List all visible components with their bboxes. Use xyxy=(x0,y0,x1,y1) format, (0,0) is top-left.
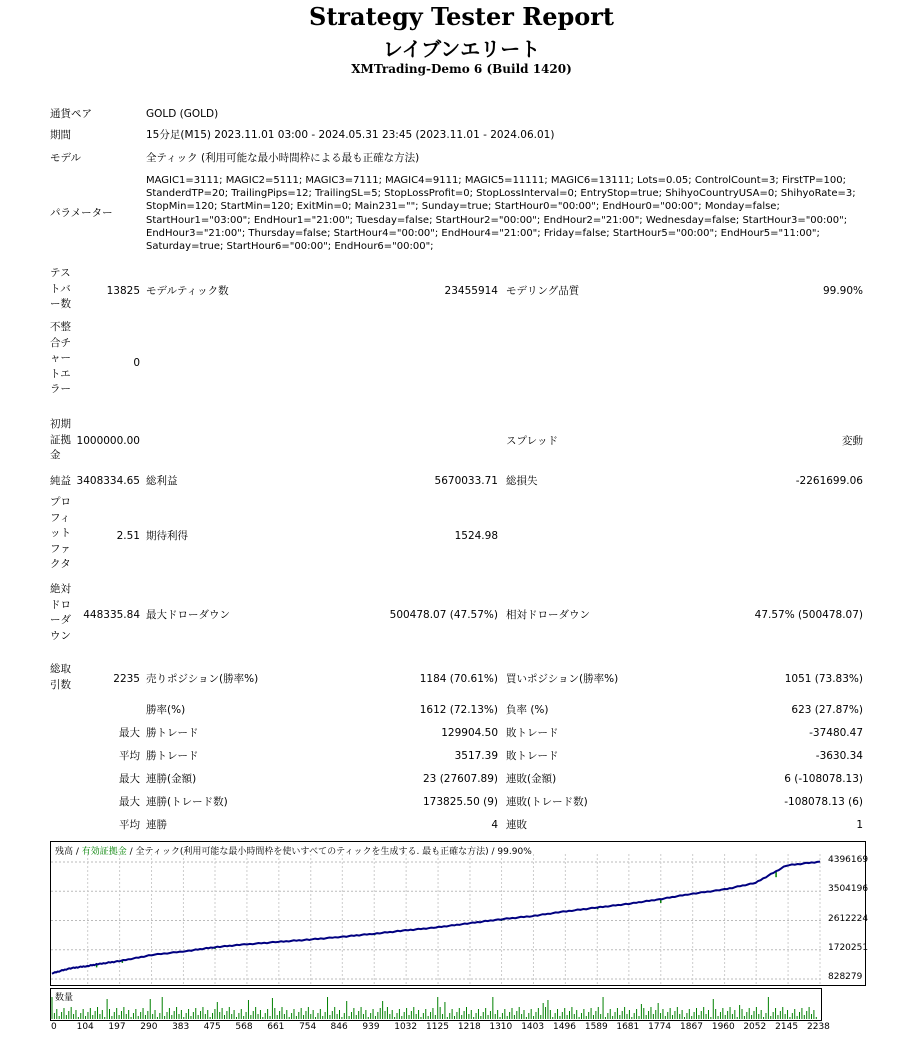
cons-wins-cnt-value: 173825.50 (9) xyxy=(423,796,498,808)
x-tick-label: 383 xyxy=(172,1022,190,1032)
loss-pct-value: 623 (27.87%) xyxy=(791,704,863,716)
long-value: 1051 (73.83%) xyxy=(784,673,863,685)
largest-loss-label: 敗トレード xyxy=(506,727,559,739)
x-tick-label: 1589 xyxy=(584,1022,608,1032)
x-tick-label: 1496 xyxy=(553,1022,576,1032)
x-tick-label: 846 xyxy=(330,1022,348,1032)
x-tick-label: 1774 xyxy=(648,1022,672,1032)
volume-label: 数量 xyxy=(55,993,74,1003)
x-tick-label: 1218 xyxy=(457,1022,481,1032)
symbol-value: GOLD (GOLD) xyxy=(146,108,219,120)
x-tick-label: 104 xyxy=(76,1022,94,1032)
y-tick-label: 4396169 xyxy=(828,855,869,865)
max-dd-label: 最大ドローダウン xyxy=(146,609,230,621)
loss-pct-label: 負率 (%) xyxy=(506,704,549,716)
x-tick-label: 568 xyxy=(235,1022,253,1032)
model-label: モデル xyxy=(50,152,81,164)
x-tick-label: 1032 xyxy=(394,1022,418,1032)
max-prefix-1: 最大 xyxy=(119,727,140,739)
x-tick-label: 1867 xyxy=(680,1022,703,1032)
net-label: 純益 xyxy=(50,475,71,487)
trades-label: 総取引数 xyxy=(50,663,71,691)
abs-dd-value: 448335.84 xyxy=(83,609,140,621)
x-tick-label: 2145 xyxy=(775,1022,799,1032)
pf-value: 2.51 xyxy=(116,530,140,542)
avg-win-value: 3517.39 xyxy=(454,750,498,762)
avg-cons-win-value: 4 xyxy=(491,819,498,831)
y-tick-label: 3504196 xyxy=(828,884,869,895)
cons-loss-cnt-value: -108078.13 (6) xyxy=(784,796,863,808)
x-tick-label: 939 xyxy=(362,1022,380,1032)
params-label: パラメーター xyxy=(50,207,113,219)
rel-dd-value: 47.57% (500478.07) xyxy=(754,609,863,621)
spread-label: スプレッド xyxy=(506,435,558,447)
gross-profit-value: 5670033.71 xyxy=(434,475,498,487)
largest-win-label: 勝トレード xyxy=(146,727,199,739)
gross-loss-label: 総損失 xyxy=(506,475,538,487)
avg-cons-loss-value: 1 xyxy=(856,819,863,831)
x-tick-label: 475 xyxy=(203,1022,221,1032)
cons-wins-amt-value: 23 (27607.89) xyxy=(423,773,498,785)
gross-profit-label: 総利益 xyxy=(146,475,178,487)
x-tick-label: 1681 xyxy=(616,1022,640,1032)
max-prefix-2: 最大 xyxy=(119,773,140,785)
server-name: XMTrading-Demo 6 (Build 1420) xyxy=(351,62,572,76)
legend-rest: / 全ティック(利用可能な最小時間枠を使いすべてのティックを生成する. 最も正確な方法) / 99.90% xyxy=(126,847,532,857)
expected-label: 期待利得 xyxy=(146,530,188,542)
mismatch-label: 不整合チャートエラー xyxy=(50,321,71,395)
period-label: 期間 xyxy=(50,129,71,141)
cons-loss-amt-value: 6 (-108078.13) xyxy=(784,773,863,785)
bars-value: 13825 xyxy=(106,285,140,297)
cons-wins-cnt-label: 連勝(トレード数) xyxy=(146,796,228,808)
long-label: 買いポジション(勝率%) xyxy=(506,673,619,685)
pf-label: プロフィットファクタ xyxy=(50,496,71,570)
x-tick-label: 1403 xyxy=(521,1022,545,1032)
y-tick-label: 1720251 xyxy=(828,942,869,953)
cons-loss-amt-label: 連敗(金額) xyxy=(506,773,557,785)
symbol-label: 通貨ペア xyxy=(50,108,92,120)
volume-chart xyxy=(50,988,822,1021)
x-tick-label: 0 xyxy=(51,1022,57,1032)
max-dd-value: 500478.07 (47.57%) xyxy=(389,609,498,621)
trades-value: 2235 xyxy=(113,673,140,685)
short-value: 1184 (70.61%) xyxy=(419,673,498,685)
largest-win-value: 129904.50 xyxy=(441,727,498,739)
x-tick-label: 2238 xyxy=(807,1022,830,1032)
x-tick-label: 197 xyxy=(108,1022,126,1032)
short-label: 売りポジション(勝率%) xyxy=(146,673,259,685)
gross-loss-value: -2261699.06 xyxy=(795,475,863,487)
deposit-label: 初期証拠金 xyxy=(50,418,71,461)
balance-line xyxy=(52,862,820,974)
quality-value: 99.90% xyxy=(822,285,863,297)
legend-separator: / xyxy=(73,847,82,857)
spread-value: 変動 xyxy=(842,435,863,447)
report-title: Strategy Tester Report xyxy=(308,2,615,31)
x-tick-label: 2052 xyxy=(743,1022,767,1032)
mismatch-value: 0 xyxy=(133,357,140,369)
avg-loss-value: -3630.34 xyxy=(815,750,863,762)
avg-prefix-2: 平均 xyxy=(119,819,140,831)
avg-cons-win-label: 連勝 xyxy=(146,819,167,831)
legend-equity: 有効証拠金 xyxy=(81,847,127,857)
legend-balance: 残高 xyxy=(55,847,74,857)
largest-loss-value: -37480.47 xyxy=(809,727,863,739)
bars-label: テストバー数 xyxy=(50,267,71,310)
avg-win-label: 勝トレード xyxy=(146,750,199,762)
expected-value: 1524.98 xyxy=(454,530,498,542)
quality-label: モデリング品質 xyxy=(506,285,580,297)
cons-loss-cnt-label: 連敗(トレード数) xyxy=(506,796,588,808)
x-tick-label: 1125 xyxy=(426,1022,449,1032)
balance-plot xyxy=(51,842,865,985)
cons-wins-amt-label: 連勝(金額) xyxy=(146,773,197,785)
avg-prefix-1: 平均 xyxy=(119,750,140,762)
avg-loss-label: 敗トレード xyxy=(506,750,559,762)
x-tick-label: 1310 xyxy=(489,1022,513,1032)
win-pct-label: 勝率(%) xyxy=(146,704,186,716)
abs-dd-label: 絶対ドローダウン xyxy=(50,583,71,642)
volume-plot xyxy=(51,989,821,1020)
ticks-value: 23455914 xyxy=(444,285,498,297)
avg-cons-loss-label: 連敗 xyxy=(506,819,527,831)
y-tick-label: 2612224 xyxy=(828,913,869,924)
y-tick-label: 828279 xyxy=(828,972,863,982)
ticks-label: モデルティック数 xyxy=(146,285,229,297)
model-value: 全ティック (利用可能な最小時間枠による最も正確な方法) xyxy=(146,152,420,164)
net-value: 3408334.65 xyxy=(76,475,140,487)
x-tick-label: 1960 xyxy=(711,1022,735,1032)
x-tick-label: 661 xyxy=(267,1022,285,1032)
x-tick-label: 290 xyxy=(140,1022,158,1032)
win-pct-value: 1612 (72.13%) xyxy=(419,704,498,716)
deposit-value: 1000000.00 xyxy=(76,435,140,447)
max-prefix-3: 最大 xyxy=(119,796,140,808)
params-value: MAGIC1=3111; MAGIC2=5111; MAGIC3=7111; MAGIC4=9111; MAGIC5=11111; MAGIC6=13111; Lots=0.05; ControlCount=3; FirstTP=100; StanderdTP=20; TrailingPips=12; TrailingSL=5; StopLossProfit=0; StopLossInterval=0; EntryStop=true; ShihyoCountryUSA=0; ShihyoRate=3; StopMin=120; StartMin=120; ExitMin=0; Main231=""; Sunday=true; StartHour0="00:00"; EndHour0="00:00"; Monday=false; StartHour1="03:00"; EndHour1="21:00"; Tuesday=false; StartHour2="00:00"; EndHour2="21:00"; Wednesday=false; StartHour3="00:00"; EndHour3="21:00"; Thursday=false; StartHour4="00:00"; EndHour4="21:00"; Friday=false; StartHour5="00:00"; EndHour5="11:00"; Saturday=true; StartHour6="00:00"; EndHour6="00:00"; xyxy=(146,175,856,253)
period-value: 15分足(M15) 2023.11.01 03:00 - 2024.05.31 23:45 (2023.11.01 - 2024.06.01) xyxy=(146,129,555,141)
x-tick-label: 754 xyxy=(299,1022,317,1032)
strategy-name: レイブンエリート xyxy=(382,37,541,61)
rel-dd-label: 相対ドローダウン xyxy=(506,609,590,621)
balance-chart xyxy=(50,841,869,986)
